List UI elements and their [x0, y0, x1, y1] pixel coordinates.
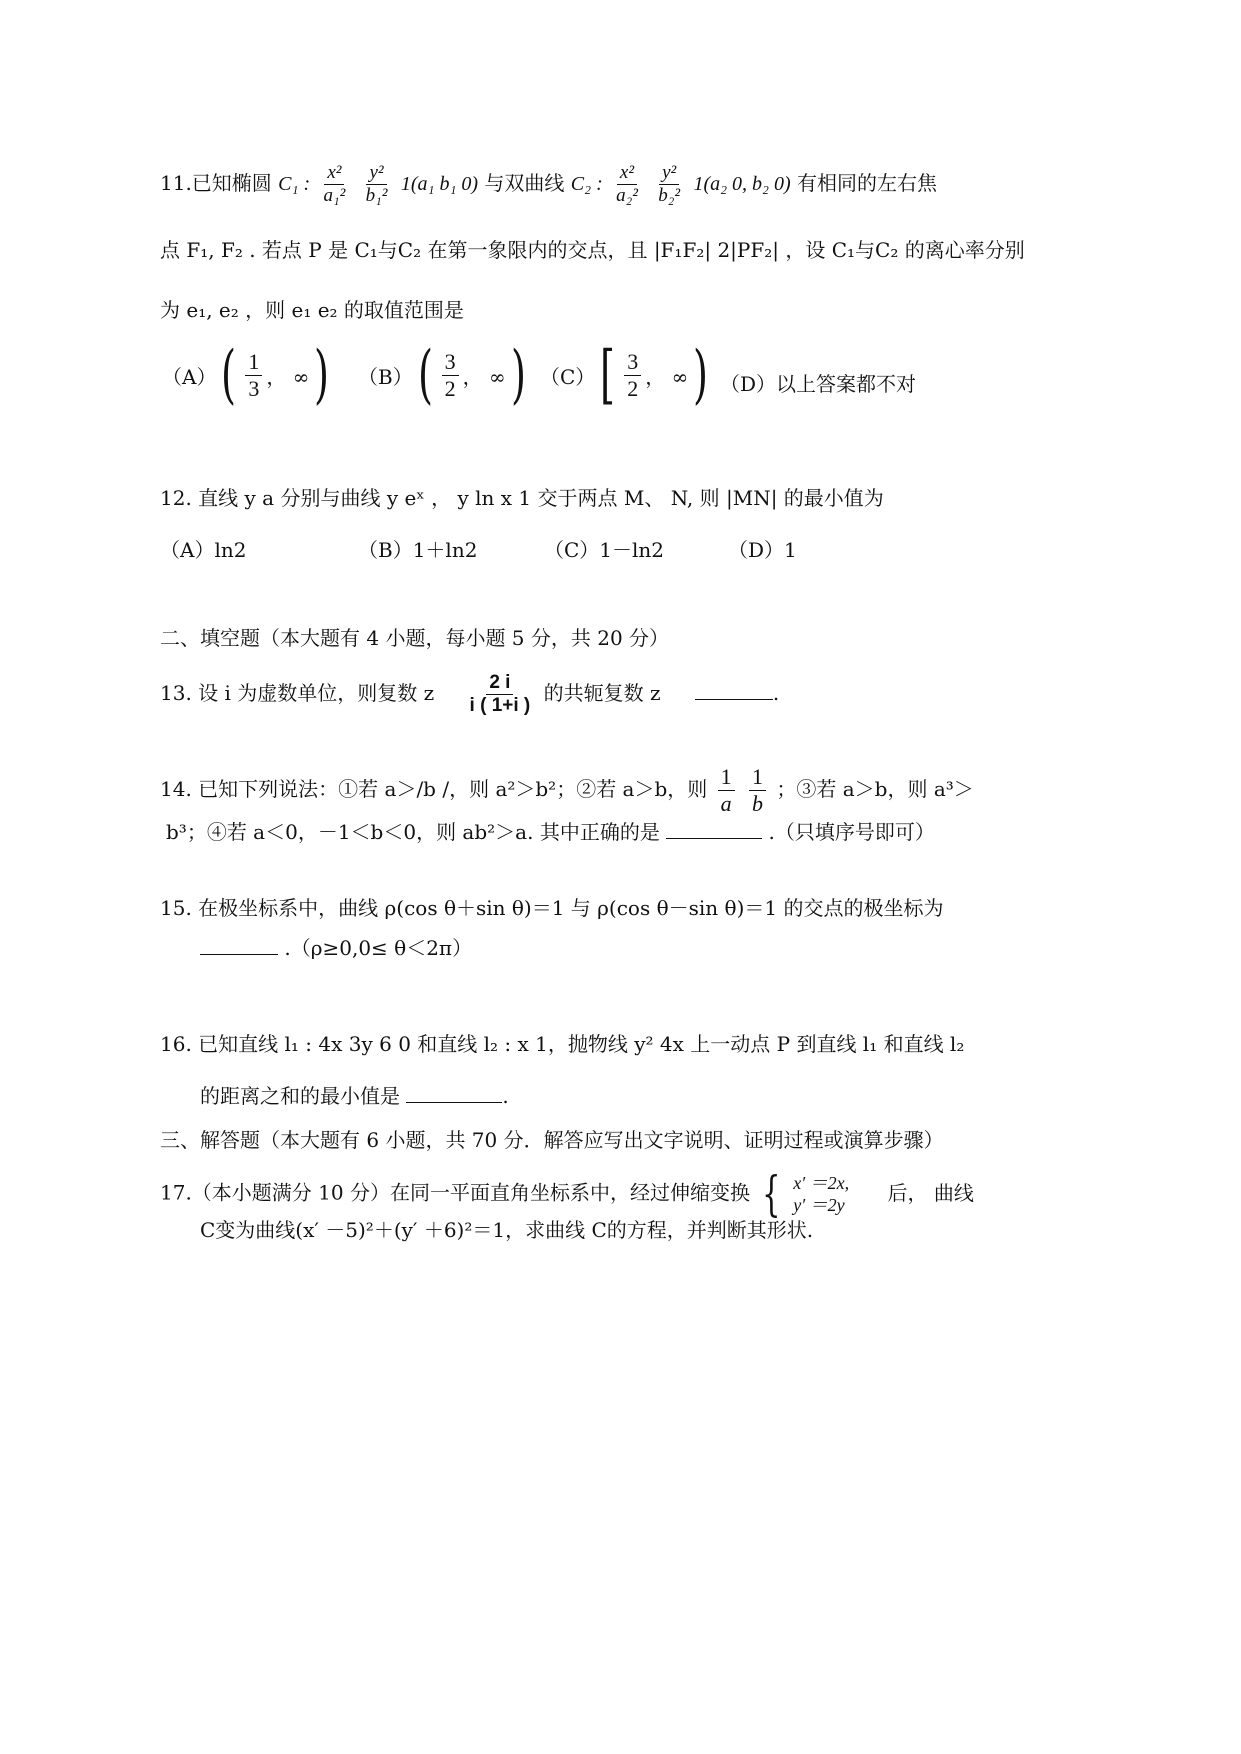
- q11-line3: 为 e₁, e₂ ，则 e₁ e₂ 的取值范围是: [160, 298, 464, 322]
- q14-line2: b³；④若 a＜0，－1＜b＜0，则 ab²＞a. 其中正确的是 .（只填序号即可）: [166, 820, 935, 844]
- left-paren: (: [417, 338, 433, 412]
- left-paren: (: [221, 338, 237, 412]
- q11-c1: C₁ :: [278, 173, 311, 195]
- q11-hyper-cond: 1(a₂ 0, b₂ 0): [693, 173, 791, 195]
- q14-frac-1a: $\frac{1}{a}$: [718, 764, 735, 817]
- q11-ellipse-frac-x: $\frac{\text{x²}}{\text{a₁²}}$: [323, 162, 346, 206]
- q13-frac: $\frac{2 i}{i ( 1+i )}$: [469, 672, 531, 716]
- right-paren: ): [510, 338, 526, 412]
- q11-ellipse-cond: 1(a₁ b₁ 0): [400, 173, 479, 195]
- q15-answer-blank[interactable]: [200, 936, 278, 955]
- q11-prefix: 11.已知椭圆: [160, 171, 272, 195]
- q15-line1: 15. 在极坐标系中，曲线 ρ(cos θ＋sin θ)＝1 与 ρ(cos θ－sin θ)＝1 的交点的极坐标为: [160, 896, 944, 920]
- section2-heading: 二、填空题（本大题有 4 小题，每小题 5 分，共 20 分）: [160, 626, 670, 650]
- q16-line1: 16. 已知直线 l₁ : 4x 3y 6 0 和直线 l₂ : x 1，抛物线 y² 4x 上一动点 P 到直线 l₁ 和直线 l₂: [160, 1032, 965, 1056]
- q11-option-b-frac: $\frac{3}{2}$: [442, 349, 459, 402]
- q11-option-c[interactable]: （C） [ $\frac{3}{2}$ ， ∞ ): [540, 338, 709, 412]
- q11-hyper-frac-x: $\frac{\text{x²}}{\text{a₂²}}$: [616, 162, 638, 206]
- q11-line2: 点 F₁, F₂ . 若点 P 是 C₁与C₂ 在第一象限内的交点，且 |F₁F₂| 2|PF₂| ，设 C₁与C₂ 的离心率分别: [160, 238, 1025, 262]
- q12-stem: 12. 直线 y a 分别与曲线 y eˣ ， y ln x 1 交于两点 M、 N, 则 |MN| 的最小值为: [160, 486, 884, 510]
- q11-option-a-frac: $\frac{1}{3}$: [245, 349, 262, 402]
- q13-answer-blank[interactable]: [695, 681, 773, 700]
- q11-option-a[interactable]: （A） ( $\frac{1}{3}$ ， ∞ ): [162, 338, 330, 412]
- q12-option-b[interactable]: （B）1＋ln2: [358, 538, 478, 562]
- q14-frac-1b: $\frac{1}{b}$: [749, 764, 766, 817]
- left-bracket: [: [600, 338, 616, 412]
- q15-line2: .（ρ≥0,0≤ θ＜2π）: [200, 934, 472, 962]
- q17-line2: C变为曲线(x′ －5)²＋(y′ ＋6)²＝1，求曲线 C的方程，并判断其形状.: [200, 1218, 814, 1242]
- q12-option-a[interactable]: （A）ln2: [160, 538, 247, 562]
- q14-line1: 14. 已知下列说法：①若 a＞/b /，则 a²＞b²；②若 a＞b，则 $\frac{1}{a}$ $\frac{1}{b}$ ；③若 a＞b，则 a³＞: [160, 764, 974, 816]
- section3-heading: 三、解答题（本大题有 6 小题，共 70 分．解答应写出文字说明、证明过程或演算步骤）: [160, 1128, 944, 1152]
- q11-c2: C₂ :: [570, 173, 603, 195]
- q14-answer-blank[interactable]: [666, 820, 762, 839]
- q17-transform-system: x′ ＝2x, y′ ＝2y: [793, 1173, 850, 1215]
- q11-ellipse-frac-y: $\frac{\text{y²}}{\text{b₁²}}$: [365, 162, 388, 206]
- q11-option-b[interactable]: （B） ( $\frac{3}{2}$ ， ∞ ): [358, 338, 526, 412]
- left-brace: {: [762, 1166, 781, 1222]
- q11-hyper-frac-y: $\frac{\text{y²}}{\text{b₂²}}$: [658, 162, 681, 206]
- q11-line1: [160, 162, 937, 207]
- q11-option-c-frac: $\frac{3}{2}$: [624, 349, 641, 402]
- q16-line2: 的距离之和的最小值是 .: [200, 1084, 509, 1108]
- q11-option-d[interactable]: （D）以上答案都不对: [720, 372, 917, 396]
- q11-mid: 与双曲线: [484, 171, 565, 195]
- q12-option-d[interactable]: （D）1: [728, 538, 797, 562]
- right-paren: ): [693, 338, 709, 412]
- q12-option-c[interactable]: （C）1－ln2: [544, 538, 665, 562]
- q16-answer-blank[interactable]: [406, 1084, 502, 1103]
- q11-suffix: 有相同的左右焦: [797, 171, 938, 195]
- q13-line: 13. 设 i 为虚数单位，则复数 z $\frac{2 i}{i ( 1+i )}$ 的共轭复数 z .: [160, 672, 780, 716]
- right-paren: ): [314, 338, 330, 412]
- q17-line1: 17.（本小题满分 10 分）在同一平面直角坐标系中，经过伸缩变换 { x′ ＝2x, y′ ＝2y 后， 曲线: [160, 1166, 974, 1222]
